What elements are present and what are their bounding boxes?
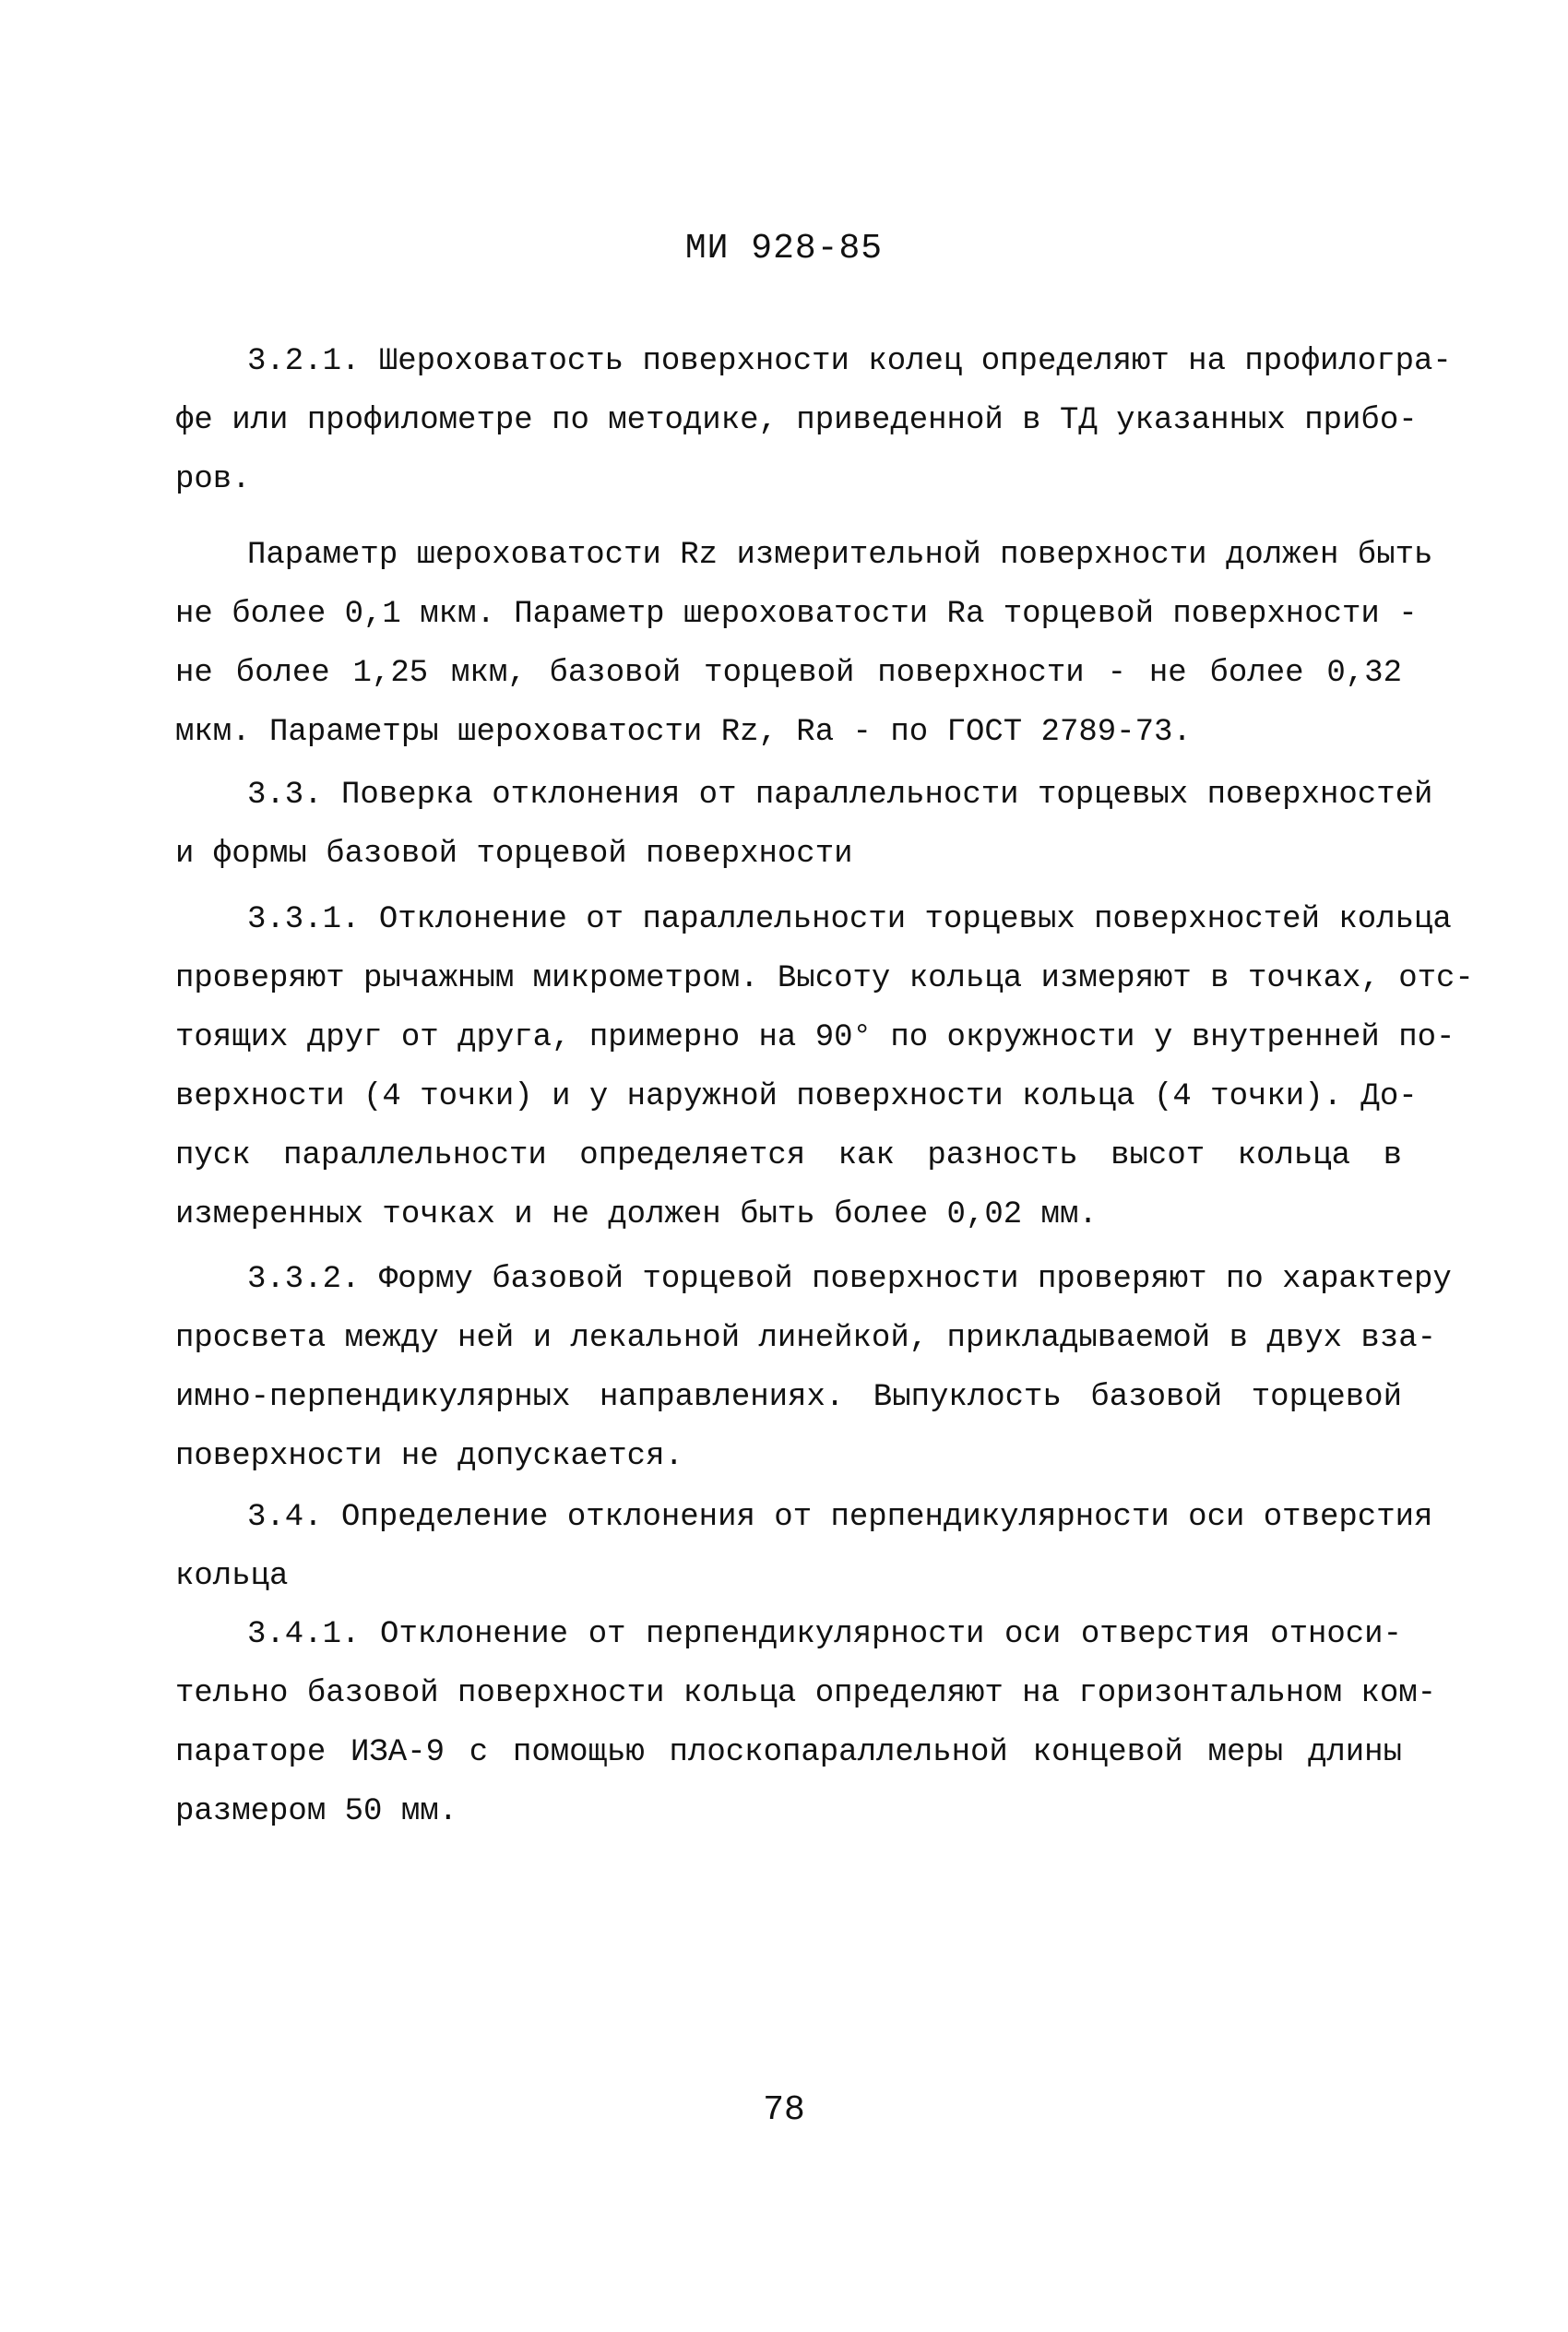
text-line: ров.	[175, 462, 251, 497]
text-line: 3.3.2. Форму базовой торцевой поверхности проверяют по характеру	[247, 1262, 1452, 1297]
text-line: 3.4.1. Отклонение от перпендикулярности оси отверстия относи-	[247, 1617, 1402, 1652]
paragraph-3-3-1	[175, 890, 1474, 1244]
text-line: измеренных точках и не должен быть более 0,02 мм.	[175, 1197, 1098, 1232]
paragraph-roughness-params	[175, 526, 1433, 762]
text-line: имно-перпендикулярных направлениях. Выпуклость базовой торцевой	[175, 1380, 1402, 1415]
page-number: 78	[763, 2090, 805, 2130]
text-line: проверяют рычажным микрометром. Высоту кольца измеряют в точках, отс-	[175, 961, 1474, 996]
page-header: МИ 928-85	[684, 229, 884, 268]
text-line: 3.4. Определение отклонения от перпендикулярности оси отверстия	[247, 1500, 1433, 1535]
text-line: тоящих друг от друга, примерно на 90° по окружности у внутренней по-	[175, 1020, 1455, 1055]
text-line: фе или профилометре по методике, приведенной в ТД указанных прибо-	[175, 403, 1418, 438]
text-line: и формы базовой торцевой поверхности	[175, 837, 853, 872]
text-line: 3.2.1. Шероховатость поверхности колец определяют на профилогра-	[247, 344, 1452, 379]
text-line: кольца	[175, 1559, 289, 1594]
text-line: не более 0,1 мкм. Параметр шероховатости Ra торцевой поверхности -	[175, 597, 1418, 632]
text-line: тельно базовой поверхности кольца определяют на горизонтальном ком-	[175, 1676, 1437, 1711]
text-line: не более 1,25 мкм, базовой торцевой поверхности - не более 0,32	[175, 656, 1402, 691]
text-line: верхности (4 точки) и у наружной поверхности кольца (4 точки). До-	[175, 1079, 1418, 1114]
text-line: поверхности не допускается.	[175, 1439, 683, 1474]
text-line: Параметр шероховатости Rz измерительной поверхности должен быть	[247, 538, 1433, 573]
text-line: просвета между ней и лекальной линейкой, прикладываемой в двух вза-	[175, 1321, 1437, 1356]
paragraph-3-3-2	[175, 1250, 1452, 1486]
text-line: 3.3.1. Отклонение от параллельности торцевых поверхностей кольца	[247, 902, 1452, 937]
section-heading-3-3	[175, 766, 1433, 884]
text-line: размером 50 мм.	[175, 1794, 458, 1829]
text-line: параторе ИЗА-9 с помощью плоскопараллельной концевой меры длины	[175, 1735, 1402, 1770]
paragraph-3-2-1	[175, 332, 1452, 509]
text-line: мкм. Параметры шероховатости Rz, Ra - по ГОСТ 2789-73.	[175, 715, 1192, 750]
text-line: 3.3. Поверка отклонения от параллельности торцевых поверхностей	[247, 778, 1433, 813]
paragraph-3-4-1	[175, 1605, 1437, 1841]
text-line: пуск параллельности определяется как разность высот кольца в	[175, 1138, 1402, 1173]
section-heading-3-4	[175, 1488, 1433, 1606]
